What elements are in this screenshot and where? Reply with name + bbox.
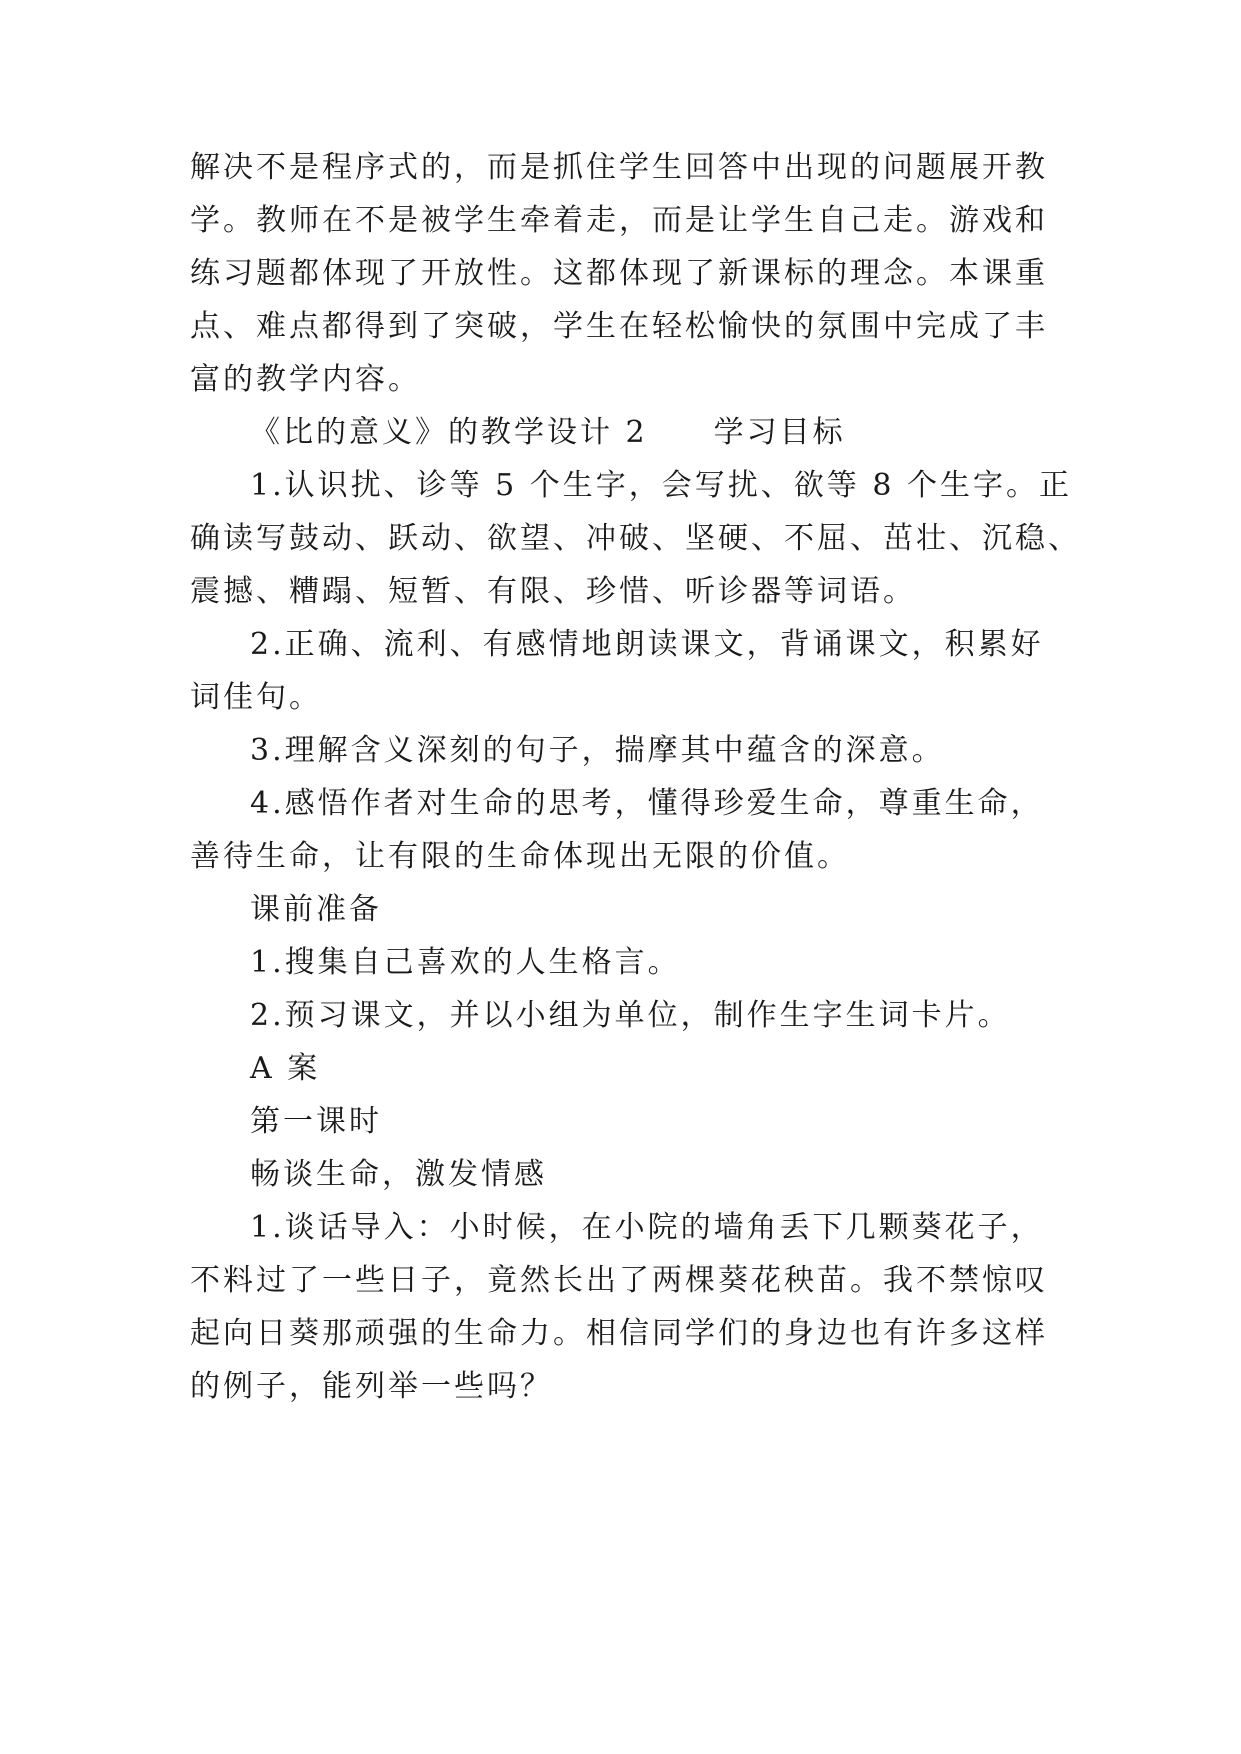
text-line: 学。教师在不是被学生牵着走，而是让学生自己走。游戏和 <box>190 203 1048 238</box>
text-line: 富的教学内容。 <box>190 362 421 397</box>
text-line: 练习题都体现了开放性。这都体现了新课标的理念。本课重 <box>190 256 1048 291</box>
text-line: 震撼、糟蹋、短暂、有限、珍惜、听诊器等词语。 <box>190 574 916 609</box>
text-line: 解决不是程序式的，而是抓住学生回答中出现的问题展开教 <box>190 150 1048 185</box>
text-line: 不料过了一些日子，竟然长出了两棵葵花秧苗。我不禁惊叹 <box>190 1263 1048 1298</box>
subheading: 第一课时 <box>250 1104 382 1139</box>
text-line: 词佳句。 <box>190 680 322 715</box>
text-line: 1.搜集自己喜欢的人生格言。 <box>250 945 681 980</box>
text-line: 1.认识扰、诊等 5 个生字，会写扰、欲等 8 个生字。正 <box>250 468 1072 503</box>
subheading: A 案 <box>250 1051 321 1086</box>
text-line: 善待生命，让有限的生命体现出无限的价值。 <box>190 839 850 874</box>
text-line: 4.感悟作者对生命的思考，懂得珍爱生命，尊重生命， <box>250 786 1044 821</box>
text-line: 起向日葵那顽强的生命力。相信同学们的身边也有许多这样 <box>190 1316 1048 1351</box>
text-line: 确读写鼓动、跃动、欲望、冲破、坚硬、不屈、茁壮、沉稳、 <box>190 521 1081 556</box>
text-line: 1.谈话导入：小时候，在小院的墙角丢下几颗葵花子， <box>250 1210 1044 1245</box>
text-line: 3.理解含义深刻的句子，揣摩其中蕴含的深意。 <box>250 733 945 768</box>
subheading: 畅谈生命，激发情感 <box>250 1157 547 1192</box>
text-line: 2.正确、流利、有感情地朗读课文，背诵课文，积累好 <box>250 627 1044 662</box>
text-line: 的例子，能列举一些吗？ <box>190 1369 553 1404</box>
text-line: 点、难点都得到了突破，学生在轻松愉快的氛围中完成了丰 <box>190 309 1048 344</box>
text-line: 2.预习课文，并以小组为单位，制作生字生词卡片。 <box>250 998 1011 1033</box>
section-heading: 《比的意义》的教学设计 2 学习目标 <box>250 415 846 450</box>
subheading: 课前准备 <box>250 892 382 927</box>
